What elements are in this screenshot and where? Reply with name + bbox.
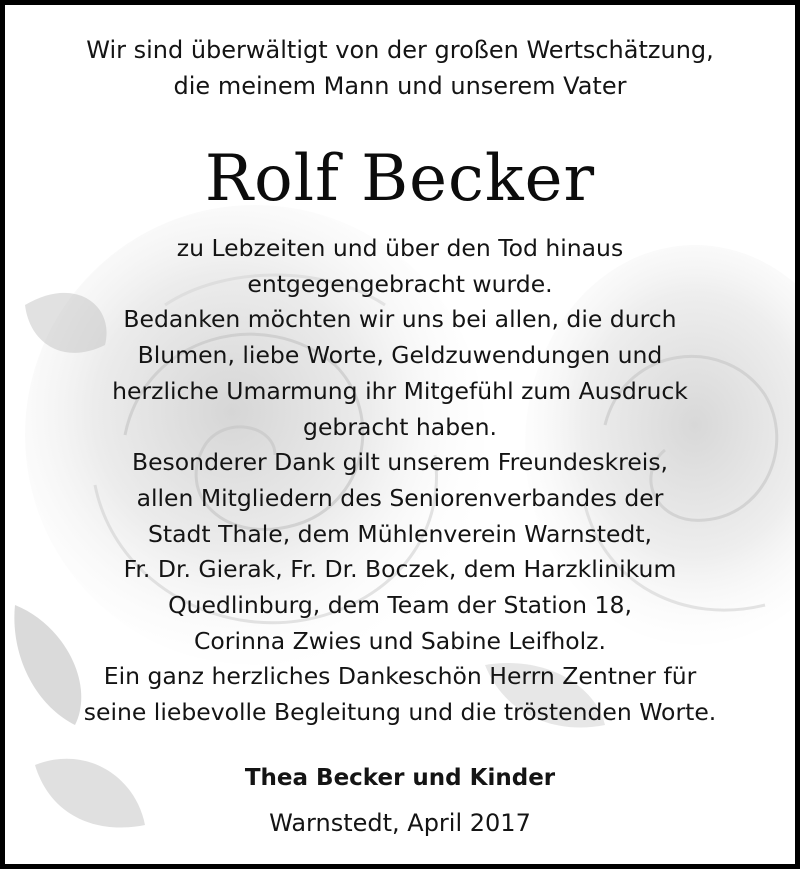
body-line: allen Mitgliedern des Seniorenverbandes der [136, 483, 664, 512]
signature: Thea Becker und Kinder [244, 765, 556, 791]
body-line: entgegengebracht wurde. [247, 269, 553, 298]
intro-line: die meinem Mann und unserem Vater [173, 72, 627, 100]
body-line: zu Lebzeiten und über den Tod hinaus [176, 234, 624, 262]
body-line: Bedanken möchten wir uns bei allen, die durch [123, 305, 677, 334]
intro-text [5, 32, 795, 104]
body-line: gebracht haben. [303, 412, 497, 441]
body-line: Besonderer Dank gilt unserem Freundeskreis, [131, 448, 669, 477]
intro-line: Wir sind überwältigt von der großen Wertschätzung, [86, 36, 714, 64]
body-line: Fr. Dr. Gierak, Fr. Dr. Boczek, dem Harzklinikum [123, 555, 677, 584]
body-line: Corinna Zwies und Sabine Leifholz. [194, 626, 606, 655]
thanks-text [5, 231, 795, 731]
body-line: seine liebevolle Begleitung und die tröstenden Worte. [83, 698, 717, 727]
deceased-name: Rolf Becker [204, 142, 596, 216]
body-line: Stadt Thale, dem Mühlenverein Warnstedt, [147, 519, 653, 548]
place-date: Warnstedt, April 2017 [269, 809, 531, 837]
body-line: Blumen, liebe Worte, Geldzuwendungen und [137, 341, 663, 370]
body-line: Ein ganz herzliches Dankeschön Herrn Zentner für [103, 662, 697, 691]
body-line: herzliche Umarmung ihr Mitgefühl zum Ausdruck [112, 376, 688, 405]
body-line: Quedlinburg, dem Team der Station 18, [168, 591, 632, 620]
